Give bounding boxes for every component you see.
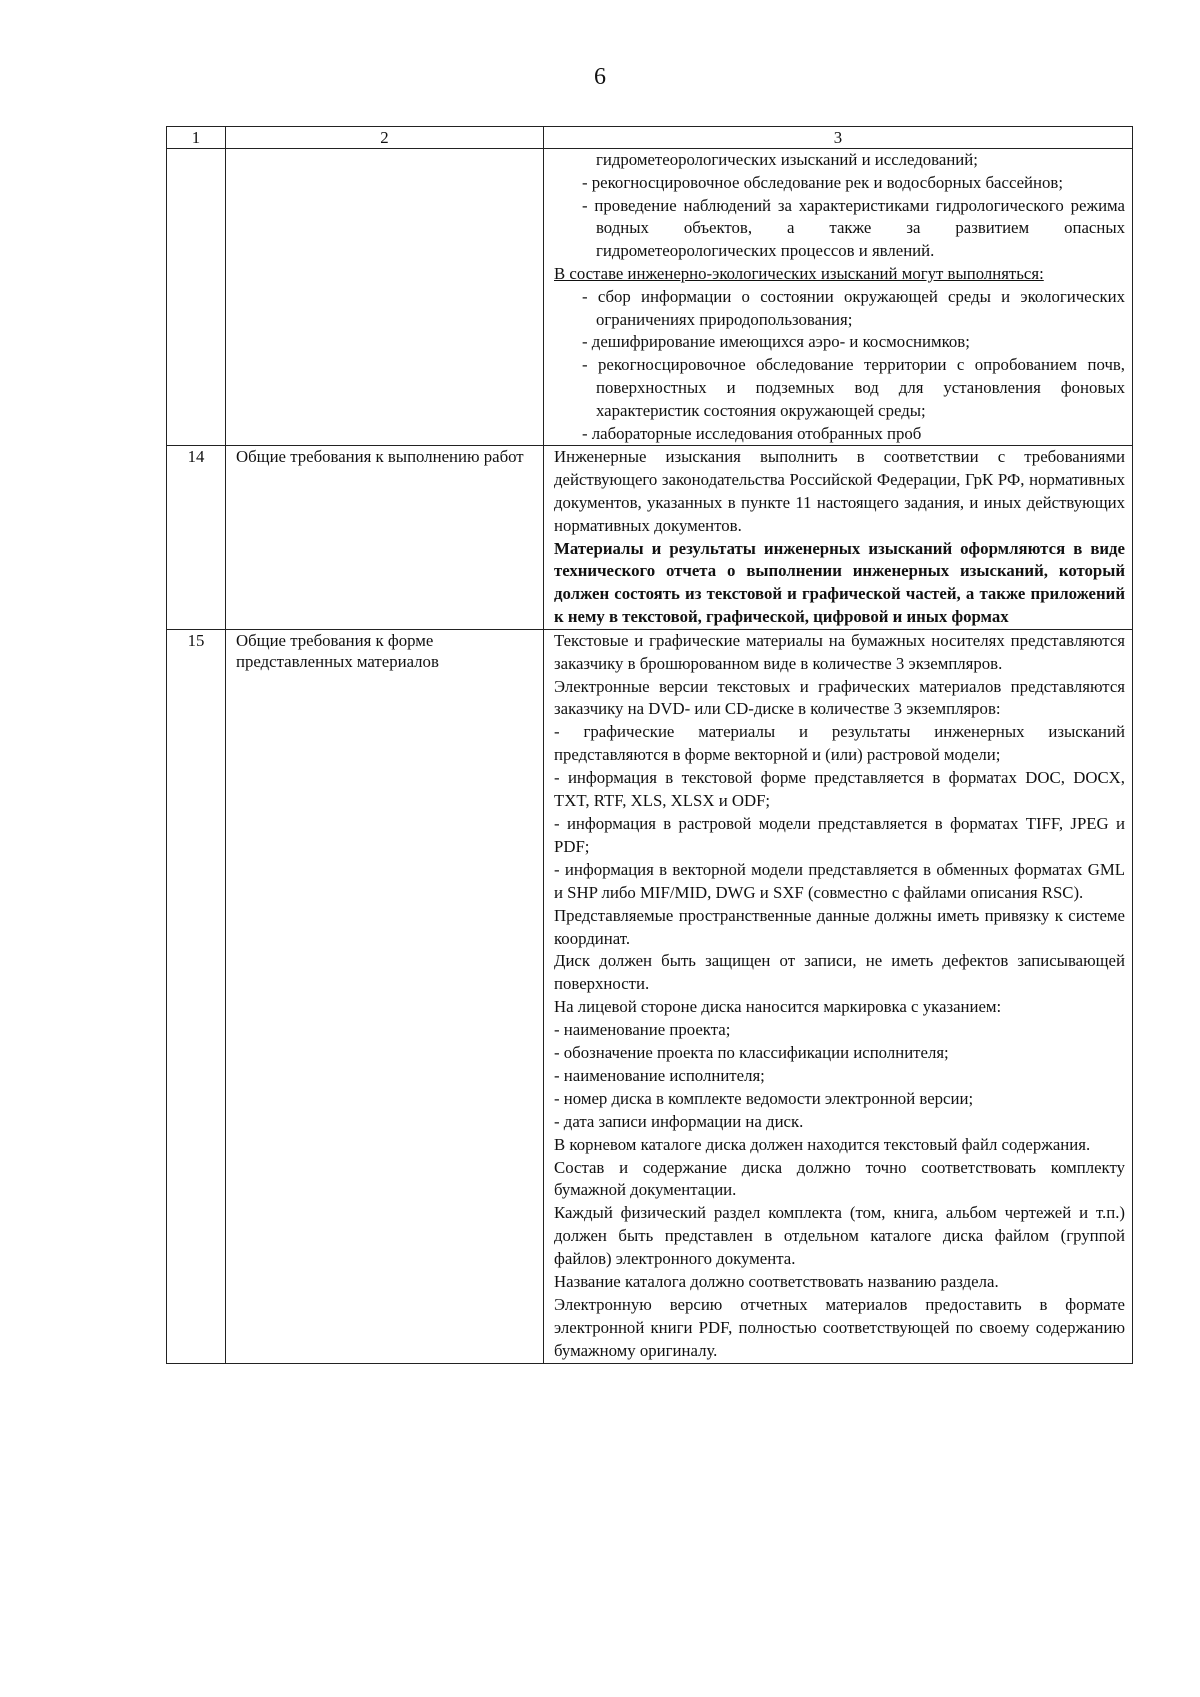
row15-paragraph: Диск должен быть защищен от записи, не иметь дефектов записывающей поверхности. bbox=[554, 951, 1125, 994]
row-number: 14 bbox=[167, 446, 226, 629]
requirements-table bbox=[166, 126, 1133, 1364]
row15-list-item: - наименование проекта; bbox=[554, 1020, 731, 1040]
row15-paragraph: На лицевой стороне диска наносится маркировка с указанием: bbox=[554, 997, 1002, 1017]
row15-paragraph: Текстовые и графические материалы на бумажных носителях представляются заказчику в брошюрованном виде в количестве 3 экземпляров. bbox=[554, 630, 1125, 673]
page-number: 6 bbox=[594, 64, 606, 90]
row15-list-item: - наименование исполнителя; bbox=[554, 1065, 765, 1085]
eco-item: - сбор информации о состоянии окружающей среды и экологических ограничениях природопользования; bbox=[582, 286, 1125, 329]
row-content-continuation bbox=[544, 149, 1133, 446]
eco-item: - рекогносцировочное обследование территории с опробованием почв, поверхностных и подземных вод для установления фоновых характеристик состояния окружающей среды; bbox=[582, 355, 1125, 420]
row-content bbox=[544, 446, 1133, 629]
eco-heading: В составе инженерно-экологических изысканий могут выполняться: bbox=[554, 263, 1044, 283]
row15-list-item: - дата записи информации на диск. bbox=[554, 1111, 804, 1131]
row15-paragraph: Каждый физический раздел комплекта (том, книга, альбом чертежей и т.п.) должен быть представлен в отдельном каталоге диска файлом (группой файлов) электронного документа. bbox=[554, 1203, 1125, 1269]
row-label: Общие требования к выполнению работ bbox=[226, 446, 544, 629]
eco-item: - лабораторные исследования отобранных проб bbox=[582, 423, 922, 443]
row15-paragraph: Электронные версии текстовых и графических материалов представляются заказчику на DVD- или CD-диске в количестве 3 экземпляров: bbox=[554, 676, 1125, 719]
continuation-item: - рекогносцировочное обследование рек и водосборных бассейнов; bbox=[582, 172, 1063, 192]
row15-paragraph: Электронную версию отчетных материалов предоставить в формате электронной книги PDF, полностью соответствующей по своему содержанию бумажному оригиналу. bbox=[554, 1295, 1125, 1360]
table-row-continuation bbox=[167, 149, 1133, 446]
row15-list-item: - информация в текстовой форме представляется в форматах DOC, DOCX, TXT, RTF, XLS, XLSX и ODF; bbox=[554, 768, 1125, 811]
row-content bbox=[544, 629, 1133, 1363]
continuation-item: - проведение наблюдений за характеристиками гидрологического режима водных объектов, а также за развитием опасных гидрометеорологических процессов и явлений. bbox=[582, 195, 1125, 261]
row-number-empty bbox=[167, 149, 226, 446]
row14-text: Инженерные изыскания выполнить в соответствии с требованиями действующего законодательства Российской Федерации, ГрК РФ, нормативных документов, указанных в пункте 11 настоящего задания, и иных действующих нормативных документов. bbox=[554, 447, 1125, 535]
row15-list-item: - обозначение проекта по классификации исполнителя; bbox=[554, 1043, 949, 1063]
row15-paragraph: Состав и содержание диска должно точно соответствовать комплекту бумажной документации. bbox=[554, 1157, 1125, 1200]
row15-list-item: - информация в векторной модели представляется в обменных форматах GML и SHP либо MIF/MID, DWG и SXF (совместно с файлами описания RSC). bbox=[554, 859, 1125, 902]
table-row-14 bbox=[167, 446, 1133, 629]
row14-bold-text: Материалы и результаты инженерных изысканий оформляются в виде технического отчета о выполнении инженерных изысканий, который должен состоять из текстовой и графической частей, а также приложений к нему в текстовой, графической, цифровой и иных формах bbox=[554, 538, 1125, 626]
row15-list-item: - номер диска в комплекте ведомости электронной версии; bbox=[554, 1088, 974, 1108]
header-col-2: 2 bbox=[226, 127, 544, 149]
row15-paragraph: В корневом каталоге диска должен находится текстовый файл содержания. bbox=[554, 1134, 1091, 1154]
table-header-row bbox=[167, 127, 1133, 149]
header-col-1: 1 bbox=[167, 127, 226, 149]
eco-item: - дешифрирование имеющихся аэро- и космоснимков; bbox=[582, 332, 970, 352]
row15-paragraph: Представляемые пространственные данные должны иметь привязку к системе координат. bbox=[554, 905, 1125, 948]
row15-list-item: - графические материалы и результаты инженерных изысканий представляются в форме векторной и (или) растровой модели; bbox=[554, 722, 1125, 765]
table-row-15 bbox=[167, 629, 1133, 1363]
row15-list-item: - информация в растровой модели представляется в форматах TIFF, JPEG и PDF; bbox=[554, 813, 1125, 856]
row-label-empty bbox=[226, 149, 544, 446]
continuation-line: гидрометеорологических изысканий и исследований; bbox=[596, 150, 978, 169]
row-label: Общие требования к форме представленных материалов bbox=[226, 629, 544, 1363]
row15-paragraph: Название каталога должно соответствовать названию раздела. bbox=[554, 1272, 999, 1292]
row-number: 15 bbox=[167, 629, 226, 1363]
header-col-3: 3 bbox=[544, 127, 1133, 149]
